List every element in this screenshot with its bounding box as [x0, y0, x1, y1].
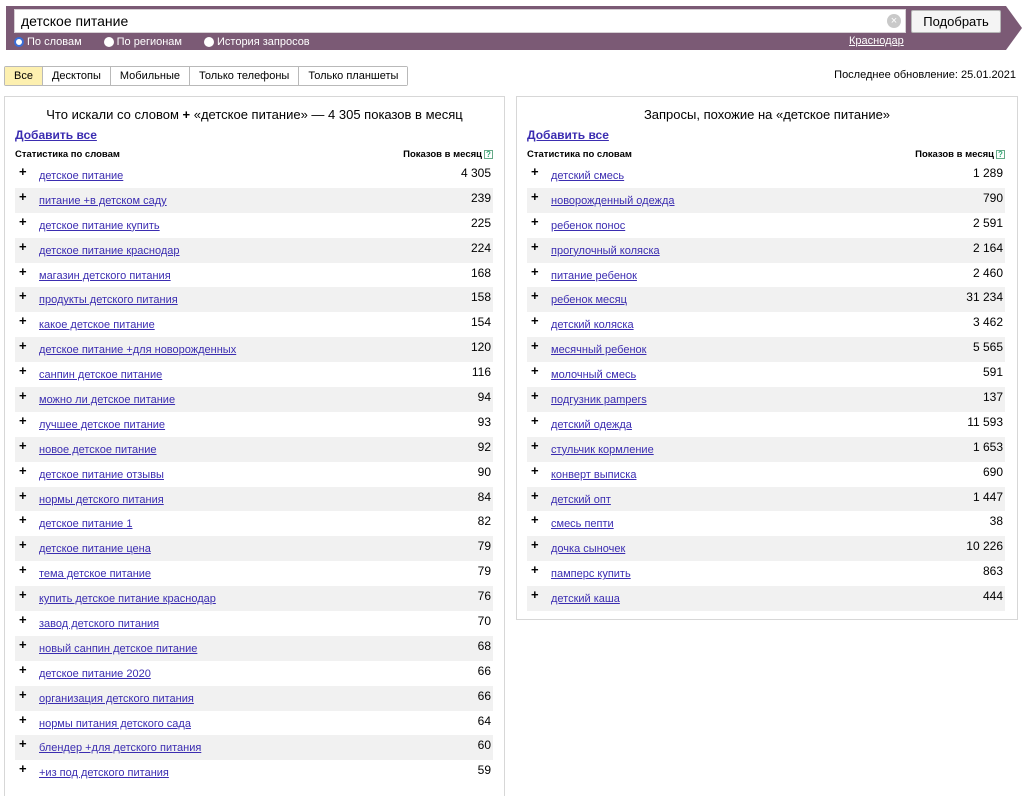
table-row: [15, 561, 493, 586]
plus-icon[interactable]: +: [19, 537, 27, 553]
query-link[interactable]: детское питание краснодар: [39, 244, 180, 257]
tab-tablets[interactable]: Только планшеты: [299, 67, 407, 85]
impressions-count: 154: [470, 315, 491, 330]
table-row: [15, 387, 493, 412]
table-row: [527, 263, 1005, 288]
plus-icon[interactable]: +: [531, 487, 539, 503]
impressions-count: 31 234: [966, 290, 1003, 305]
table-row: [15, 511, 493, 536]
query-link[interactable]: нормы детского питания: [39, 493, 164, 506]
plus-icon[interactable]: +: [531, 238, 539, 254]
impressions-count: 158: [470, 290, 491, 305]
impressions-count: 94: [477, 390, 491, 405]
table-row: [527, 586, 1005, 611]
plus-icon[interactable]: +: [19, 188, 27, 204]
table-row: [15, 188, 493, 213]
impressions-count: 60: [477, 738, 491, 753]
query-link[interactable]: новое детское питание: [39, 443, 157, 456]
impressions-count: 239: [470, 190, 491, 205]
query-link[interactable]: памперс купить: [551, 568, 631, 581]
search-input[interactable]: детское питание: [14, 9, 906, 33]
query-link[interactable]: подгузник pampers: [551, 394, 647, 407]
query-link[interactable]: детский коляска: [551, 319, 634, 332]
query-link[interactable]: санпин детское питание: [39, 369, 163, 382]
query-link[interactable]: детское питание +для новорожденных: [39, 344, 237, 357]
plus-icon[interactable]: +: [19, 587, 27, 603]
impressions-count: 2 591: [972, 215, 1003, 230]
table-row: [527, 213, 1005, 238]
similar-panel: [516, 96, 1018, 620]
plus-icon[interactable]: +: [19, 388, 27, 404]
plus-icon[interactable]: +: [531, 338, 539, 354]
table-row: [527, 412, 1005, 437]
table-row: [15, 536, 493, 561]
impressions-count: 5 565: [972, 340, 1003, 355]
impressions-count: 444: [982, 589, 1003, 604]
query-link[interactable]: прогулочный коляска: [551, 244, 660, 257]
table-row: [15, 462, 493, 487]
query-link[interactable]: +из под детского питания: [39, 767, 169, 780]
plus-icon[interactable]: +: [19, 288, 27, 304]
query-link[interactable]: тема детское питание: [39, 568, 152, 581]
col-words: Статистика по словам: [15, 149, 120, 160]
plus-icon[interactable]: +: [19, 761, 27, 777]
radio-icon[interactable]: [204, 37, 214, 47]
impressions-count: 1 447: [972, 489, 1003, 504]
impressions-count: 59: [477, 763, 491, 778]
plus-icon[interactable]: +: [19, 213, 27, 229]
impressions-count: 84: [477, 489, 491, 504]
plus-icon[interactable]: +: [531, 412, 539, 428]
plus-icon[interactable]: +: [19, 462, 27, 478]
mode-by-regions[interactable]: [104, 35, 182, 49]
plus-icon[interactable]: +: [19, 512, 27, 528]
plus-icon[interactable]: +: [182, 107, 191, 122]
table-row: [15, 238, 493, 263]
mode-label: По словам: [27, 36, 82, 48]
help-icon[interactable]: ?: [484, 150, 493, 159]
impressions-count: 66: [477, 663, 491, 678]
query-link[interactable]: детское питание: [39, 170, 124, 182]
impressions-count: 92: [477, 439, 491, 454]
impressions-count: 2 460: [972, 265, 1003, 280]
plus-icon[interactable]: +: [531, 388, 539, 404]
plus-icon[interactable]: +: [531, 437, 539, 453]
similar-table: [527, 163, 1005, 611]
col-count-wrap: [403, 149, 493, 160]
table-row: [15, 312, 493, 337]
impressions-count: 137: [982, 390, 1003, 405]
table-row: [527, 536, 1005, 561]
query-link[interactable]: новый санпин детское питание: [39, 642, 198, 655]
plus-icon[interactable]: +: [19, 686, 27, 702]
table-row: [527, 387, 1005, 412]
table-row: [527, 287, 1005, 312]
plus-icon[interactable]: +: [19, 412, 27, 428]
plus-icon[interactable]: +: [531, 164, 539, 179]
panel-title: Запросы, похожие на «детское питание»: [643, 107, 891, 122]
query-link[interactable]: дочка сыночек: [551, 543, 626, 556]
plus-icon[interactable]: +: [19, 363, 27, 379]
query-link[interactable]: детский одежда: [551, 418, 632, 431]
table-row: [15, 586, 493, 611]
words-table: [15, 163, 493, 785]
plus-icon[interactable]: +: [19, 437, 27, 453]
help-icon[interactable]: ?: [996, 150, 1005, 159]
impressions-count: 3 462: [972, 315, 1003, 330]
query-link[interactable]: магазин детского питания: [39, 269, 171, 282]
table-row: [15, 661, 493, 686]
query-link[interactable]: ребенок понос: [551, 219, 626, 232]
search-mode-group: [14, 35, 332, 49]
impressions-count: 79: [477, 564, 491, 579]
table-row: [15, 362, 493, 387]
table-row: [527, 362, 1005, 387]
query-link[interactable]: молочный смесь: [551, 369, 637, 382]
plus-icon[interactable]: +: [19, 562, 27, 578]
table-row: [15, 437, 493, 462]
query-link[interactable]: месячный ребенок: [551, 344, 647, 357]
table-row: [527, 238, 1005, 263]
table-row: [527, 437, 1005, 462]
search-header: [0, 6, 1024, 50]
plus-icon[interactable]: +: [19, 487, 27, 503]
query-link[interactable]: питание ребенок: [551, 269, 637, 282]
table-row: [15, 487, 493, 512]
clear-icon[interactable]: ×: [887, 14, 901, 28]
add-all-link[interactable]: Добавить все: [15, 128, 97, 142]
query-link[interactable]: детское питание отзывы: [39, 468, 164, 481]
query-link[interactable]: детское питание 1: [39, 518, 133, 531]
impressions-count: 224: [470, 240, 491, 255]
table-row: [527, 487, 1005, 512]
impressions-count: 82: [477, 514, 491, 529]
plus-icon[interactable]: +: [19, 661, 27, 677]
table-row: [15, 412, 493, 437]
table-row: [15, 636, 493, 661]
query-link[interactable]: блендер +для детского питания: [39, 742, 202, 755]
plus-icon[interactable]: +: [531, 562, 539, 578]
impressions-count: 225: [470, 215, 491, 230]
impressions-count: 11 593: [967, 414, 1003, 429]
col-words: Статистика по словам: [527, 149, 632, 160]
region-link[interactable]: Краснодар: [849, 35, 904, 47]
impressions-count: 38: [989, 514, 1003, 529]
impressions-count: 64: [477, 713, 491, 728]
impressions-count: 116: [471, 365, 491, 380]
plus-icon[interactable]: +: [19, 164, 27, 179]
impressions-count: 90: [477, 464, 491, 479]
impressions-count: 168: [470, 265, 491, 280]
title-prefix: Что искали со словом: [46, 107, 179, 122]
impressions-count: 1 653: [972, 439, 1003, 454]
col-count-wrap: [915, 149, 1005, 160]
query-link[interactable]: ребенок месяц: [551, 294, 627, 307]
query-link[interactable]: можно ли детское питание: [39, 394, 176, 407]
table-row: [527, 312, 1005, 337]
table-row: [527, 511, 1005, 536]
mode-by-words[interactable]: [14, 35, 82, 49]
impressions-count: 790: [982, 190, 1003, 205]
panel-title: [5, 107, 504, 122]
plus-icon[interactable]: +: [531, 213, 539, 229]
device-tabs: [4, 66, 408, 86]
plus-icon[interactable]: +: [19, 238, 27, 254]
impressions-count: 2 164: [972, 240, 1003, 255]
plus-icon[interactable]: +: [531, 188, 539, 204]
table-row: [15, 735, 493, 760]
query-link[interactable]: купить детское питание краснодар: [39, 593, 216, 606]
plus-icon[interactable]: +: [531, 462, 539, 478]
band-arrow: [1006, 6, 1022, 50]
plus-icon[interactable]: +: [19, 338, 27, 354]
plus-icon[interactable]: +: [531, 288, 539, 304]
submit-button[interactable]: Подобрать: [911, 10, 1001, 33]
mode-label: История запросов: [217, 36, 310, 48]
column-header: [527, 149, 1005, 161]
col-count: Показов в месяц: [403, 149, 482, 160]
tab-phones[interactable]: Только телефоны: [190, 67, 299, 85]
table-row: [527, 462, 1005, 487]
tab-all[interactable]: Все: [5, 67, 43, 85]
table-row: [15, 337, 493, 362]
impressions-count: 863: [982, 564, 1003, 579]
query-link[interactable]: детский смесь: [551, 170, 625, 182]
words-panel: [4, 96, 505, 796]
column-header: [15, 149, 493, 161]
plus-icon[interactable]: +: [19, 263, 27, 279]
table-row: [527, 163, 1005, 188]
query-link[interactable]: лучшее детское питание: [39, 418, 166, 431]
plus-icon[interactable]: +: [531, 313, 539, 329]
table-row: [15, 163, 493, 188]
search-band: [6, 6, 1006, 50]
impressions-count: 4 305: [460, 166, 491, 180]
table-row: [15, 686, 493, 711]
impressions-count: 68: [477, 638, 491, 653]
plus-icon[interactable]: +: [19, 711, 27, 727]
table-row: [15, 287, 493, 312]
plus-icon[interactable]: +: [19, 736, 27, 752]
plus-icon[interactable]: +: [19, 636, 27, 652]
title-suffix: «детское питание» — 4 305 показов в месяц: [193, 107, 463, 122]
impressions-count: 66: [477, 688, 491, 703]
query-link[interactable]: смесь пепти: [551, 518, 614, 531]
plus-icon[interactable]: +: [531, 363, 539, 379]
query-link[interactable]: стульчик кормление: [551, 443, 654, 456]
table-row: [15, 263, 493, 288]
query-link[interactable]: детский опт: [551, 493, 611, 506]
impressions-count: 120: [470, 340, 491, 355]
query-link[interactable]: детское питание 2020: [39, 667, 151, 680]
query-link[interactable]: новорожденный одежда: [551, 194, 675, 207]
table-row: [15, 611, 493, 636]
plus-icon[interactable]: +: [19, 612, 27, 628]
tab-desktops[interactable]: Десктопы: [43, 67, 111, 85]
impressions-count: 76: [477, 589, 491, 604]
plus-icon[interactable]: +: [531, 537, 539, 553]
impressions-count: 591: [982, 365, 1003, 380]
impressions-count: 93: [477, 414, 491, 429]
col-count: Показов в месяц: [915, 149, 994, 160]
query-link[interactable]: питание +в детском саду: [39, 194, 167, 207]
impressions-count: 690: [982, 464, 1003, 479]
mode-history[interactable]: [204, 35, 310, 49]
query-link[interactable]: детское питание купить: [39, 219, 160, 232]
query-link[interactable]: конверт выписка: [551, 468, 637, 481]
query-link[interactable]: детское питание цена: [39, 543, 151, 556]
radio-icon[interactable]: [14, 37, 24, 47]
plus-icon[interactable]: +: [531, 512, 539, 528]
query-link[interactable]: организация детского питания: [39, 692, 194, 705]
radio-icon[interactable]: [104, 37, 114, 47]
mode-label: По регионам: [116, 36, 182, 48]
impressions-count: 10 226: [966, 539, 1003, 554]
query-link[interactable]: продукты детского питания: [39, 294, 178, 307]
table-row: [527, 188, 1005, 213]
query-link[interactable]: детский каша: [551, 593, 620, 606]
plus-icon[interactable]: +: [531, 587, 539, 603]
add-all-link[interactable]: Добавить все: [527, 128, 609, 142]
last-updated: Последнее обновление: 25.01.2021: [834, 69, 1016, 81]
table-row: [527, 337, 1005, 362]
tab-mobile[interactable]: Мобильные: [111, 67, 190, 85]
plus-icon[interactable]: +: [19, 313, 27, 329]
query-link[interactable]: нормы питания детского сада: [39, 717, 191, 730]
table-row: [527, 561, 1005, 586]
table-row: [15, 213, 493, 238]
table-row: [15, 711, 493, 736]
impressions-count: 79: [477, 539, 491, 554]
query-link[interactable]: какое детское питание: [39, 319, 155, 332]
plus-icon[interactable]: +: [531, 263, 539, 279]
impressions-count: 1 289: [972, 166, 1003, 180]
impressions-count: 70: [477, 614, 491, 629]
query-link[interactable]: завод детского питания: [39, 618, 160, 631]
